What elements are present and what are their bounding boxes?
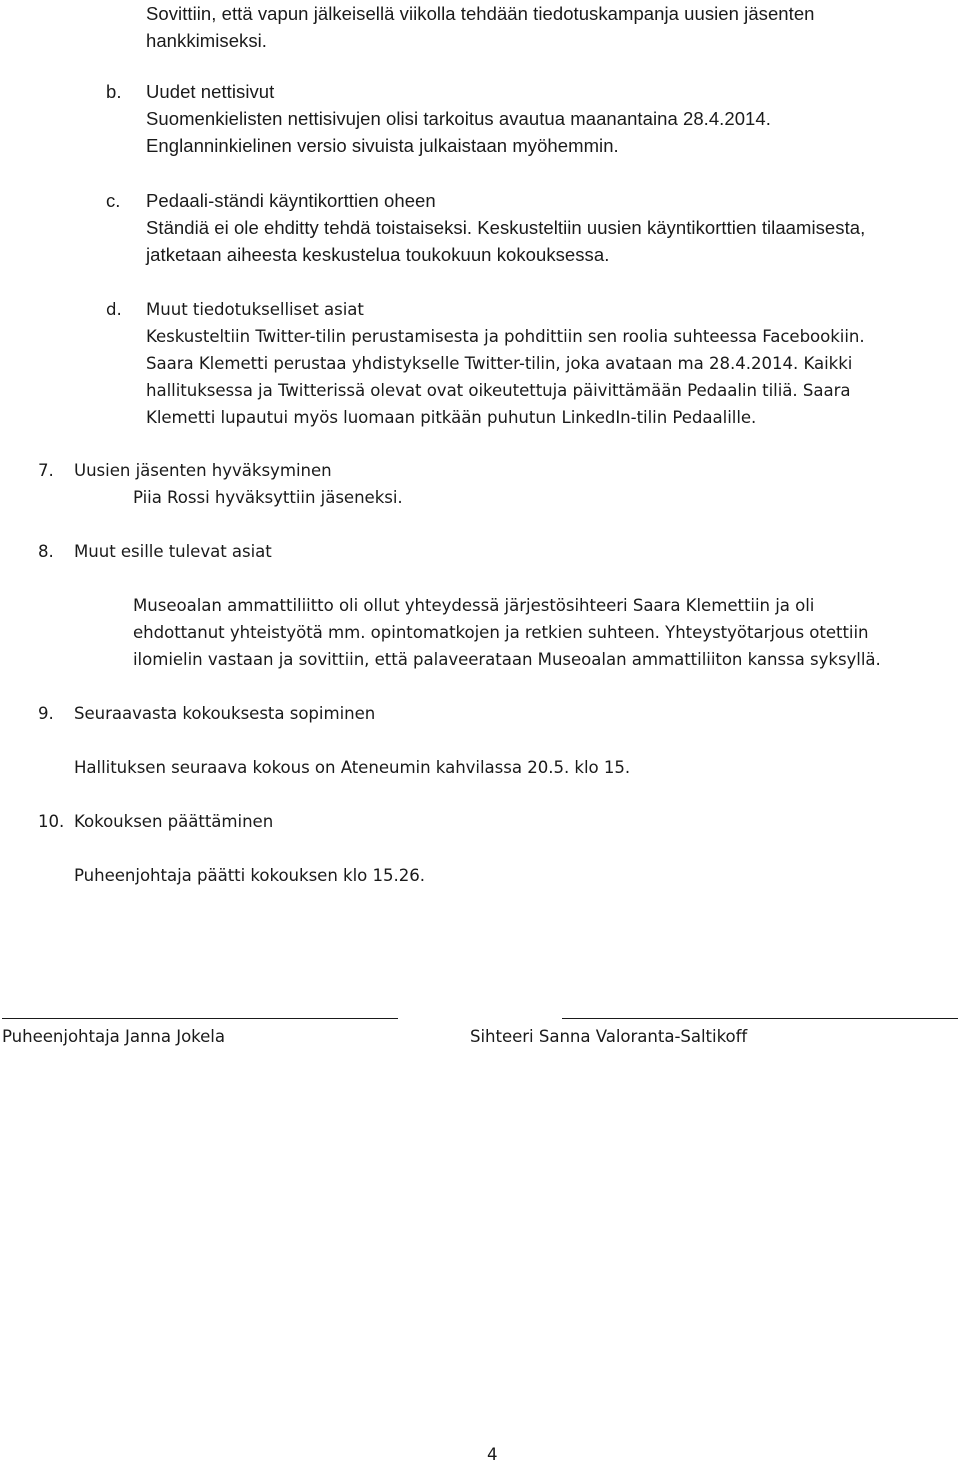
- item-7-heading: Uusien jäsenten hyväksyminen: [74, 461, 332, 480]
- text-line: hankkimiseksi.: [146, 30, 267, 51]
- text-line: ehdottanut yhteistyötä mm. opintomatkojen ja retkien suhteen. Yhteystyötarjous otettiin: [133, 623, 869, 642]
- item-10-heading: Kokouksen päättäminen: [74, 812, 274, 831]
- item-d-heading: Muut tiedotukselliset asiat: [146, 300, 364, 319]
- text-line: jatketaan aiheesta keskustelua toukokuun kokouksessa.: [146, 244, 610, 265]
- text-line: Sovittiin, että vapun jälkeisellä viikolla tehdään tiedotuskampanja uusien jäsenten: [146, 3, 815, 24]
- item-8-marker: 8.: [38, 542, 54, 561]
- text-line: Suomenkielisten nettisivujen olisi tarkoitus avautua maanantaina 28.4.2014.: [146, 108, 771, 129]
- page-number: 4: [487, 1445, 498, 1464]
- signature-line-left: [2, 1018, 398, 1019]
- text-line: Keskusteltiin Twitter-tilin perustamisesta ja pohdittiin sen roolia suhteessa Facebookiin.: [146, 327, 865, 346]
- item-b-heading: Uudet nettisivut: [146, 81, 275, 102]
- signature-chair: Puheenjohtaja Janna Jokela: [2, 1027, 225, 1046]
- item-d-marker: d.: [106, 300, 122, 319]
- item-8-heading: Muut esille tulevat asiat: [74, 542, 272, 561]
- text-line: Klemetti lupautui myös luomaan pitkään puhutun LinkedIn-tilin Pedaalille.: [146, 408, 757, 427]
- item-10-body: Puheenjohtaja päätti kokouksen klo 15.26.: [74, 866, 425, 885]
- item-c-heading: Pedaali-ständi käyntikorttien oheen: [146, 190, 436, 211]
- text-line: Saara Klemetti perustaa yhdistykselle Twitter-tilin, joka avataan ma 28.4.2014. Kaikki: [146, 354, 853, 373]
- item-9-body: Hallituksen seuraava kokous on Ateneumin kahvilassa 20.5. klo 15.: [74, 758, 631, 777]
- item-8-body: [133, 592, 881, 673]
- item-9-marker: 9.: [38, 704, 54, 723]
- signature-secretary: Sihteeri Sanna Valoranta-Saltikoff: [470, 1027, 748, 1046]
- text-line: Ständiä ei ole ehditty tehdä toistaiseksi. Keskusteltiin uusien käyntikorttien tilaamisesta,: [146, 217, 866, 238]
- signature-line-right: [562, 1018, 958, 1019]
- item-c-section: [146, 187, 865, 268]
- text-line: Museoalan ammattiliitto oli ollut yhteydessä järjestösihteeri Saara Klemettiin ja oli: [133, 596, 815, 615]
- item-c-marker: c.: [106, 190, 121, 211]
- item-7-body: Piia Rossi hyväksyttiin jäseneksi.: [133, 488, 403, 507]
- item-d-section: [146, 296, 865, 431]
- item-7-marker: 7.: [38, 461, 54, 480]
- text-line: Englanninkielinen versio sivuista julkaistaan myöhemmin.: [146, 135, 619, 156]
- text-line: ilomielin vastaan ja sovittiin, että palaveerataan Museoalan ammattiliiton kanssa syksyllä.: [133, 650, 881, 669]
- item-b-section: [146, 78, 771, 159]
- text-line: hallituksessa ja Twitterissä olevat ovat oikeutettuja päivittämään Pedaalin tiliä. Saara: [146, 381, 851, 400]
- intro-paragraph: [146, 0, 815, 54]
- item-10-marker: 10.: [38, 812, 65, 831]
- item-9-heading: Seuraavasta kokouksesta sopiminen: [74, 704, 376, 723]
- item-b-marker: b.: [106, 81, 122, 102]
